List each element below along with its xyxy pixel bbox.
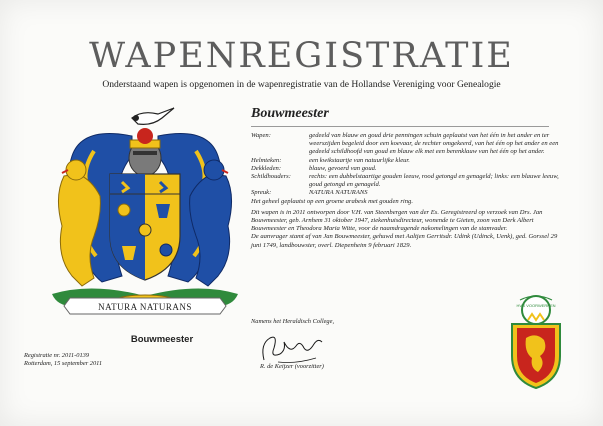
signature-image (256, 324, 326, 368)
blazon-row (251, 173, 561, 189)
blazon-row (251, 189, 561, 197)
signer-name: R. de Keijzer (voorzitter) (260, 363, 324, 370)
dekkleden-label: Dekkleden: (251, 164, 282, 172)
bottom-family-name: Bouwmeester (130, 334, 194, 345)
schildhouders-value: rechts: een dubbelstaartige gouden leeuw, rood getongd en genageld; links: een blauwe leeuw, goud getongd en genageld. (309, 173, 559, 189)
blazon-section (251, 132, 561, 250)
helmteken-label: Helmteken: (251, 156, 282, 164)
spreuk-label: Spreuk: (251, 189, 272, 197)
divider (251, 126, 549, 127)
family-name: Bouwmeester (251, 106, 329, 121)
schildhouders-label: Schildhouders: (251, 173, 291, 181)
page-title: WAPENREGISTRATIE (89, 36, 514, 76)
blazon-row (251, 132, 561, 157)
wapen-label: Wapen: (251, 132, 271, 139)
signed-by: Namens het Heraldisch College, (251, 318, 335, 325)
motto-ribbon-text: NATURA NATURANS (98, 302, 192, 312)
blazon-row (251, 165, 561, 173)
registration-number: Registratie nr. 2011-0139 (24, 352, 90, 359)
seal-text: HVG VOORWERKEN (516, 303, 556, 308)
registration-block (24, 352, 102, 368)
helmteken-value: een kwikstaartje van natuurlijke kleur. (309, 156, 410, 164)
blazon-row (251, 157, 561, 165)
coat-of-arms-image (42, 96, 248, 328)
wapen-value: gedeeld van blauw en goud drie penningen schuin geplaatst van het één in het ander en ter weerszijden begeleid door een koevaar, de rechter omgekeerd, van het één op het ander en een gedeeld schildhoofd van goud en blauw elk met een berenklauw van het één op het ander. (309, 132, 559, 156)
dekkleden-value: blauw, gevoerd van goud. (309, 164, 377, 172)
subtitle: Onderstaand wapen is opgenomen in de wapenregistratie van de Hollandse Vereniging voor Genealogie (102, 79, 501, 90)
registration-place-date: Rotterdam, 15 september 2011 (24, 360, 103, 368)
history-text: Dit wapen is in 2011 ontworpen door V.H. van Steenbergen van der Es. Geregistreerd op verzoek van Drs. Jan Bouwmeester, geb. Arnhem 31 oktober 1947, ziekenhuisdirecteur, wonende te Gieten, zoon van Derk Albert Bouwmeester en Theodora Maria Witte, voor de naamdragende nakomelingen van de stamvader. (251, 208, 543, 233)
association-seal-image (506, 294, 566, 390)
ancestor-text: De aanvrager stamt af van Jan Bouwmeester, gehuwd met Aaltjen Gerritsdr. Udink (Udinck, Uenk), ged. Gorssel 29 juni 1749, landbouwster, overl. Diepenheim 9 februari 1829. (251, 233, 558, 249)
closing-line: Het geheel geplaatst op een groene arabesk met gouden ring. (251, 197, 413, 205)
spreuk-value: NATURA NATURANS (309, 189, 368, 197)
